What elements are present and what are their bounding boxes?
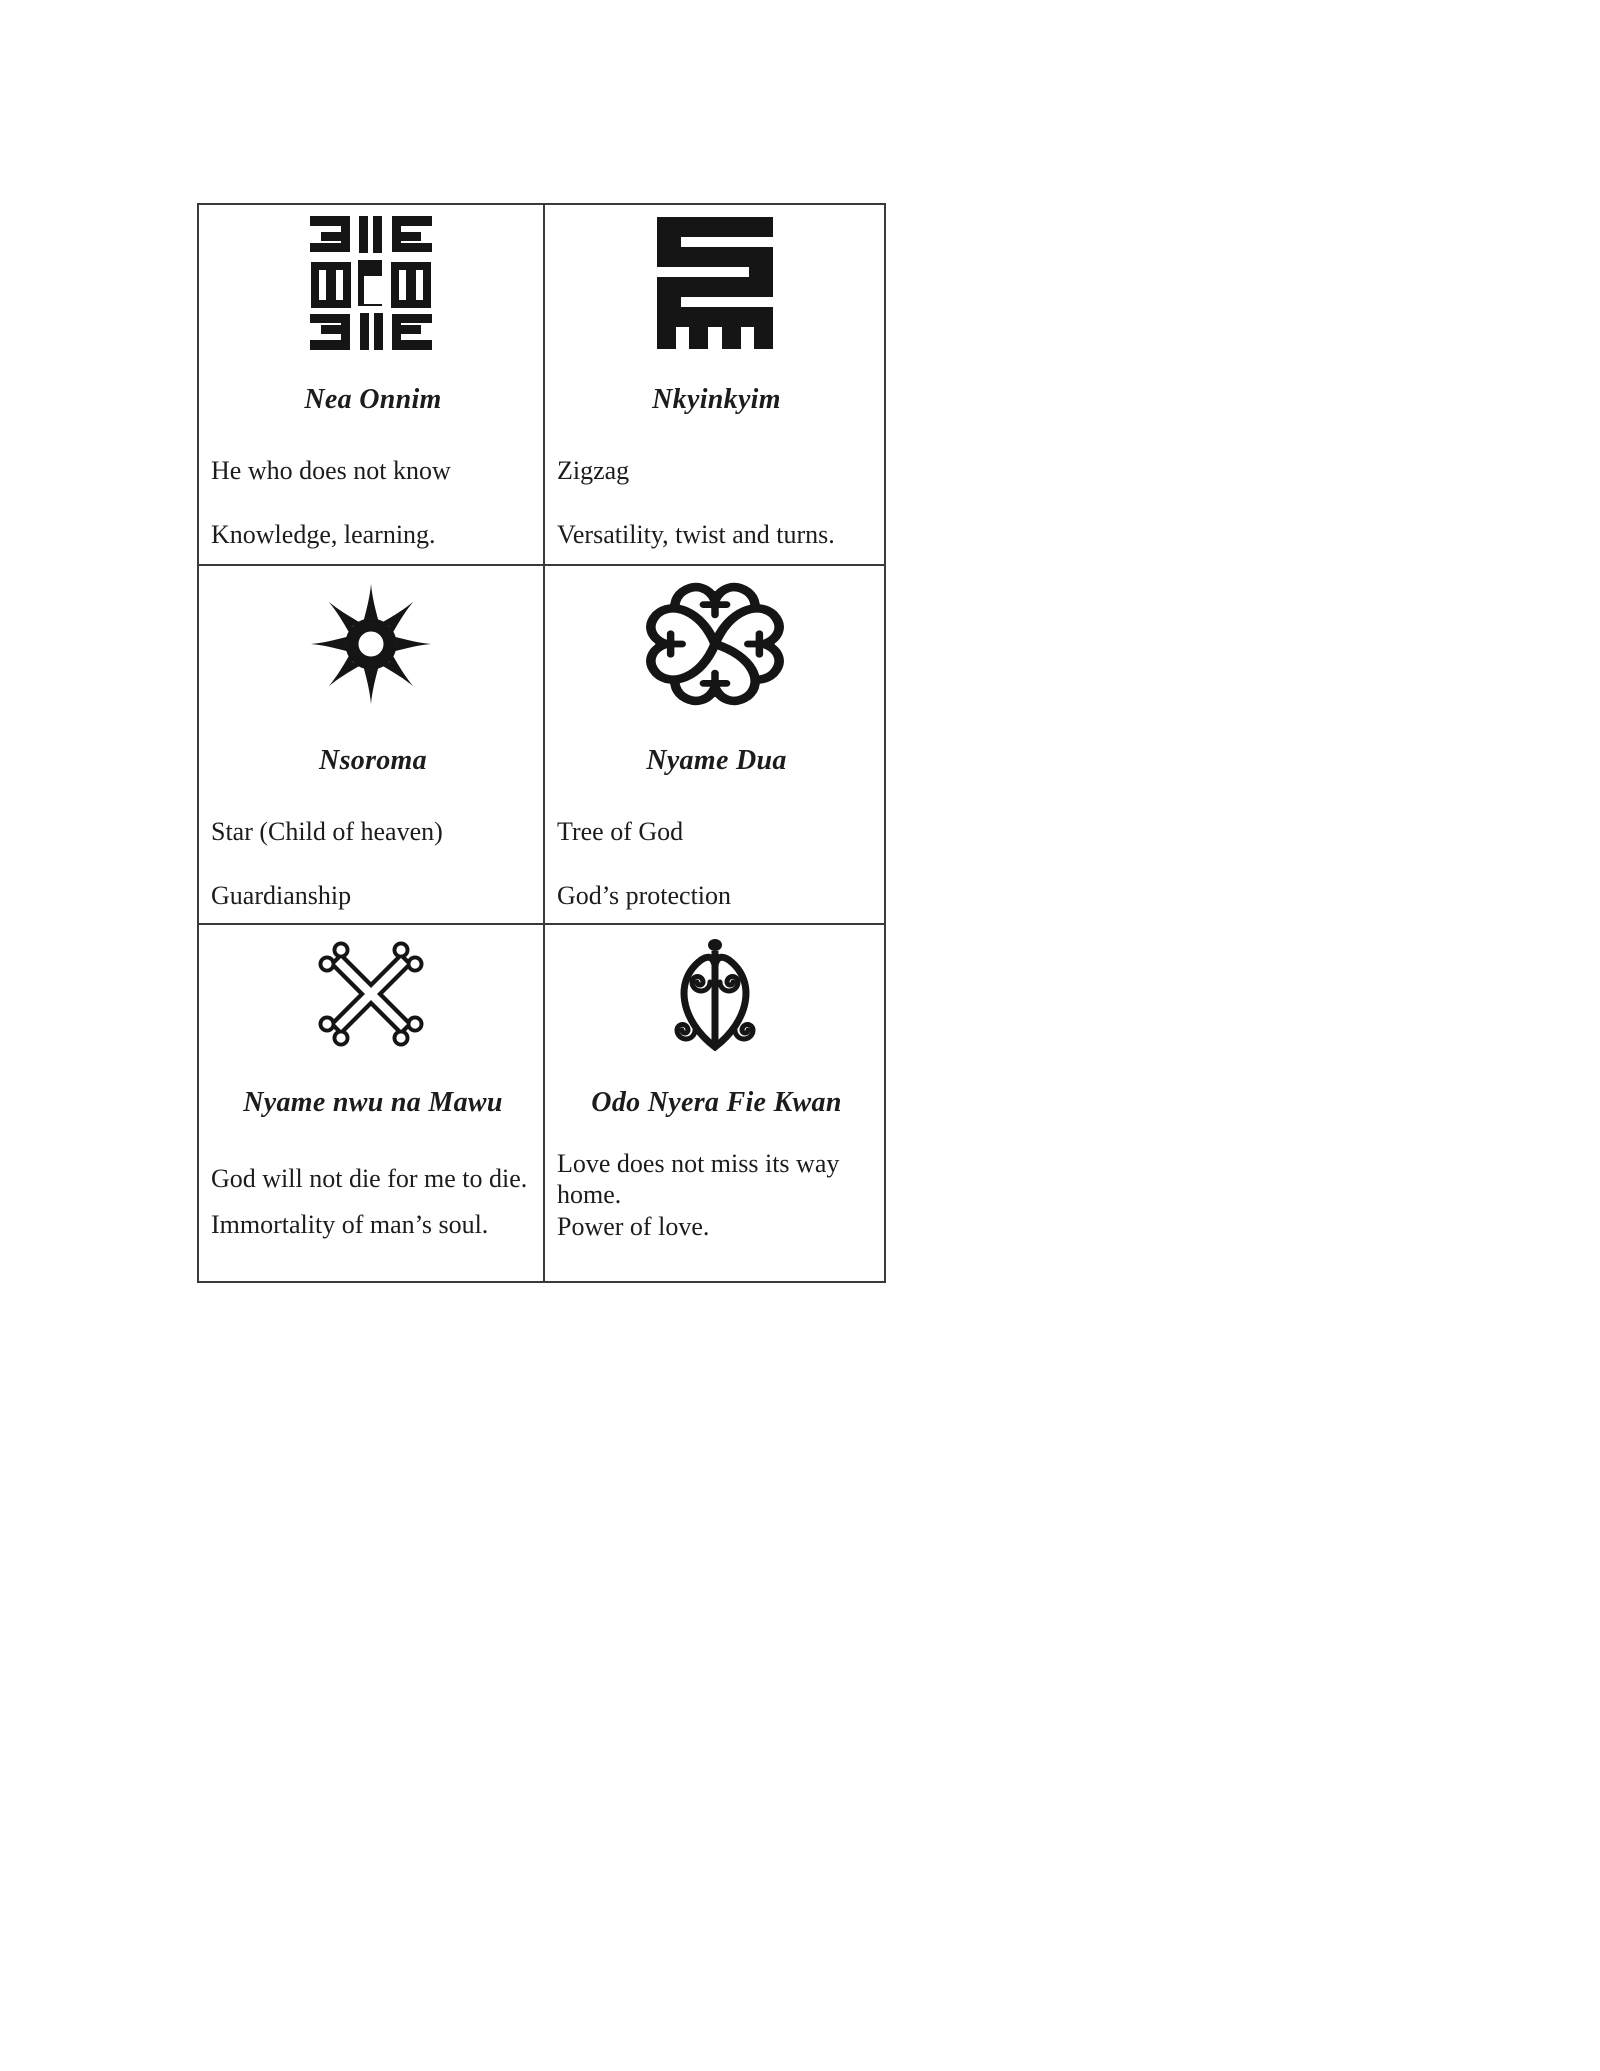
symbol-name: Nsoroma [319, 745, 427, 776]
nyame-dua-icon [545, 576, 884, 711]
symbol-meaning: God’s protection [557, 881, 732, 910]
symbol-cell-nyame-nwu-na-mawu [199, 925, 545, 1281]
symbol-cell-nyame-dua [545, 566, 884, 925]
nkyinkyim-icon [545, 215, 884, 350]
symbol-cell-nkyinkyim [545, 205, 884, 566]
nyame-nwu-na-mawu-icon [199, 935, 543, 1053]
symbol-meaning: He who does not know [211, 456, 451, 485]
symbol-meaning: Guardianship [211, 881, 352, 910]
symbol-meaning: Love does not miss its way home. [557, 1149, 840, 1209]
symbol-cell-nea-onnim [199, 205, 545, 566]
symbol-meaning: God will not die for me to die. Immortality of man’s soul. [211, 1164, 528, 1239]
nsoroma-icon [199, 576, 543, 711]
symbol-cell-nsoroma [199, 566, 545, 925]
symbol-name: Nkyinkyim [652, 384, 781, 415]
adinkra-symbols-table [197, 203, 886, 1283]
symbol-name: Nyame Dua [646, 745, 787, 776]
symbol-meaning: Knowledge, learning. [211, 520, 436, 549]
symbol-meaning: Zigzag [557, 456, 630, 485]
odo-nyera-fie-kwan-icon [545, 935, 884, 1053]
symbol-name: Nea Onnim [304, 384, 442, 415]
symbol-name: Nyame nwu na Mawu [243, 1087, 503, 1118]
symbol-meaning: Star (Child of heaven) [211, 817, 443, 846]
symbol-meaning: Versatility, twist and turns. [557, 520, 835, 549]
symbol-meaning: Tree of God [557, 817, 684, 846]
symbol-meaning: Power of love. [557, 1212, 710, 1241]
symbol-cell-odo-nyera-fie-kwan [545, 925, 884, 1281]
nea-onnim-icon [199, 215, 543, 350]
symbol-name: Odo Nyera Fie Kwan [591, 1087, 842, 1118]
